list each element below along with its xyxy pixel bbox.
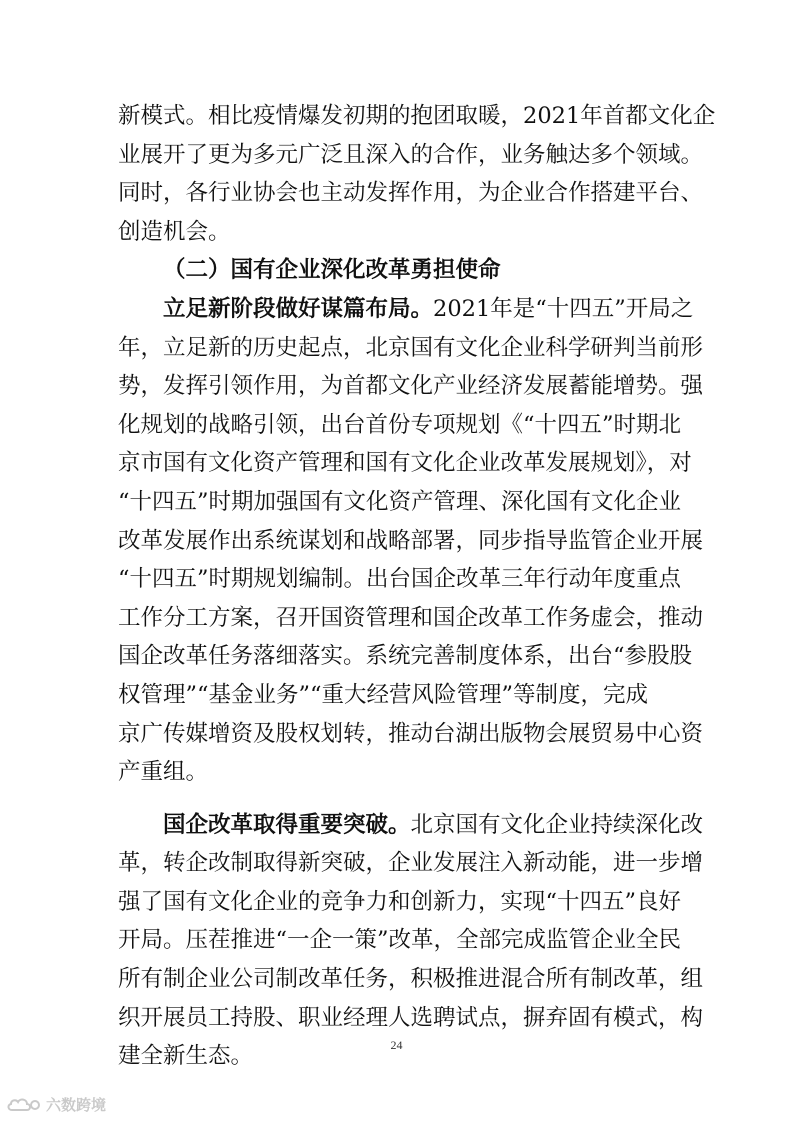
text-line: 革，转企改制取得新突破，企业发展注入新动能，进一步增 [118,850,704,877]
paragraph-lead-rest: 北京国有文化企业持续深化改 [410,811,704,838]
text-line: 国企改革任务落细落实。系统完善制度体系，出台“参股股 [118,643,693,670]
text-line: 建全新生态。 [118,1043,254,1070]
text-line: 织开展员工持股、职业经理人选聘试点，摒弃固有模式，构 [118,1004,704,1031]
text-line: 权管理”“基金业务”“重大经营风险管理”等制度，完成 [118,681,649,708]
text-line: “十四五”时期加强国有文化资产管理、深化国有文化企业 [118,488,682,515]
paragraph-planning [118,290,704,792]
text-line: 同时，各行业协会也主动发挥作用，为企业合作搭建平台、 [118,180,704,207]
text-line: 业展开了更为多元广泛且深入的合作，业务触达多个领域。 [118,141,704,168]
page-number: 24 [390,1038,403,1052]
paragraph-spacer [118,792,683,806]
paragraph-continuation [118,97,716,251]
paragraph-lead-bold: 国企改革取得重要突破。 [163,811,411,838]
text-line: 化规划的战略引领，出台首份专项规划《“十四五”时期北 [118,411,682,438]
cloud-logo-icon [6,1095,42,1115]
text-line: “十四五”时期规划编制。出台国企改革三年行动年度重点 [118,566,682,593]
text-line: 产重组。 [118,759,209,786]
watermark [6,1094,106,1115]
text-line: 开局。压茬推进“一企一策”改革，全部完成监管企业全民 [118,927,682,954]
paragraph-lead-rest: 2021年是“十四五”开局之 [433,295,694,322]
document-body [118,97,716,1076]
text-line [118,290,694,329]
text-line: 改革发展作出系统谋划和战略部署，同步指导监管企业开展 [118,527,704,554]
text-line: 新模式。相比疫情爆发初期的抱团取暖，2021年首都文化企 [118,103,716,129]
text-line: 创造机会。 [118,218,231,245]
watermark-text: 六数跨境 [46,1096,107,1114]
text-line [118,806,704,845]
text-line: 强了国有文化企业的竞争力和创新力，实现“十四五”良好 [118,888,682,915]
text-line: 京广传媒增资及股权划转，推动台湖出版物会展贸易中心资 [118,720,704,747]
text-line: 京市国有文化资产管理和国有文化企业改革发展规划》，对 [118,450,692,477]
text-line: 所有制企业公司制改革任务，积极推进混合所有制改革，组 [118,966,704,993]
section-heading: （二）国有企业深化改革勇担使命 [163,257,501,284]
paragraph-lead-bold: 立足新阶段做好谋篇布局。 [163,295,434,322]
text-line: 势，发挥引领作用，为首都文化产业经济发展蓄能增势。强 [118,373,704,400]
text-line: 工作分工方案，召开国资管理和国企改革工作务虚会，推动 [118,604,704,631]
paragraph-reform [118,806,704,1076]
text-line: 年，立足新的历史起点，北京国有文化企业科学研判当前形 [118,334,704,361]
